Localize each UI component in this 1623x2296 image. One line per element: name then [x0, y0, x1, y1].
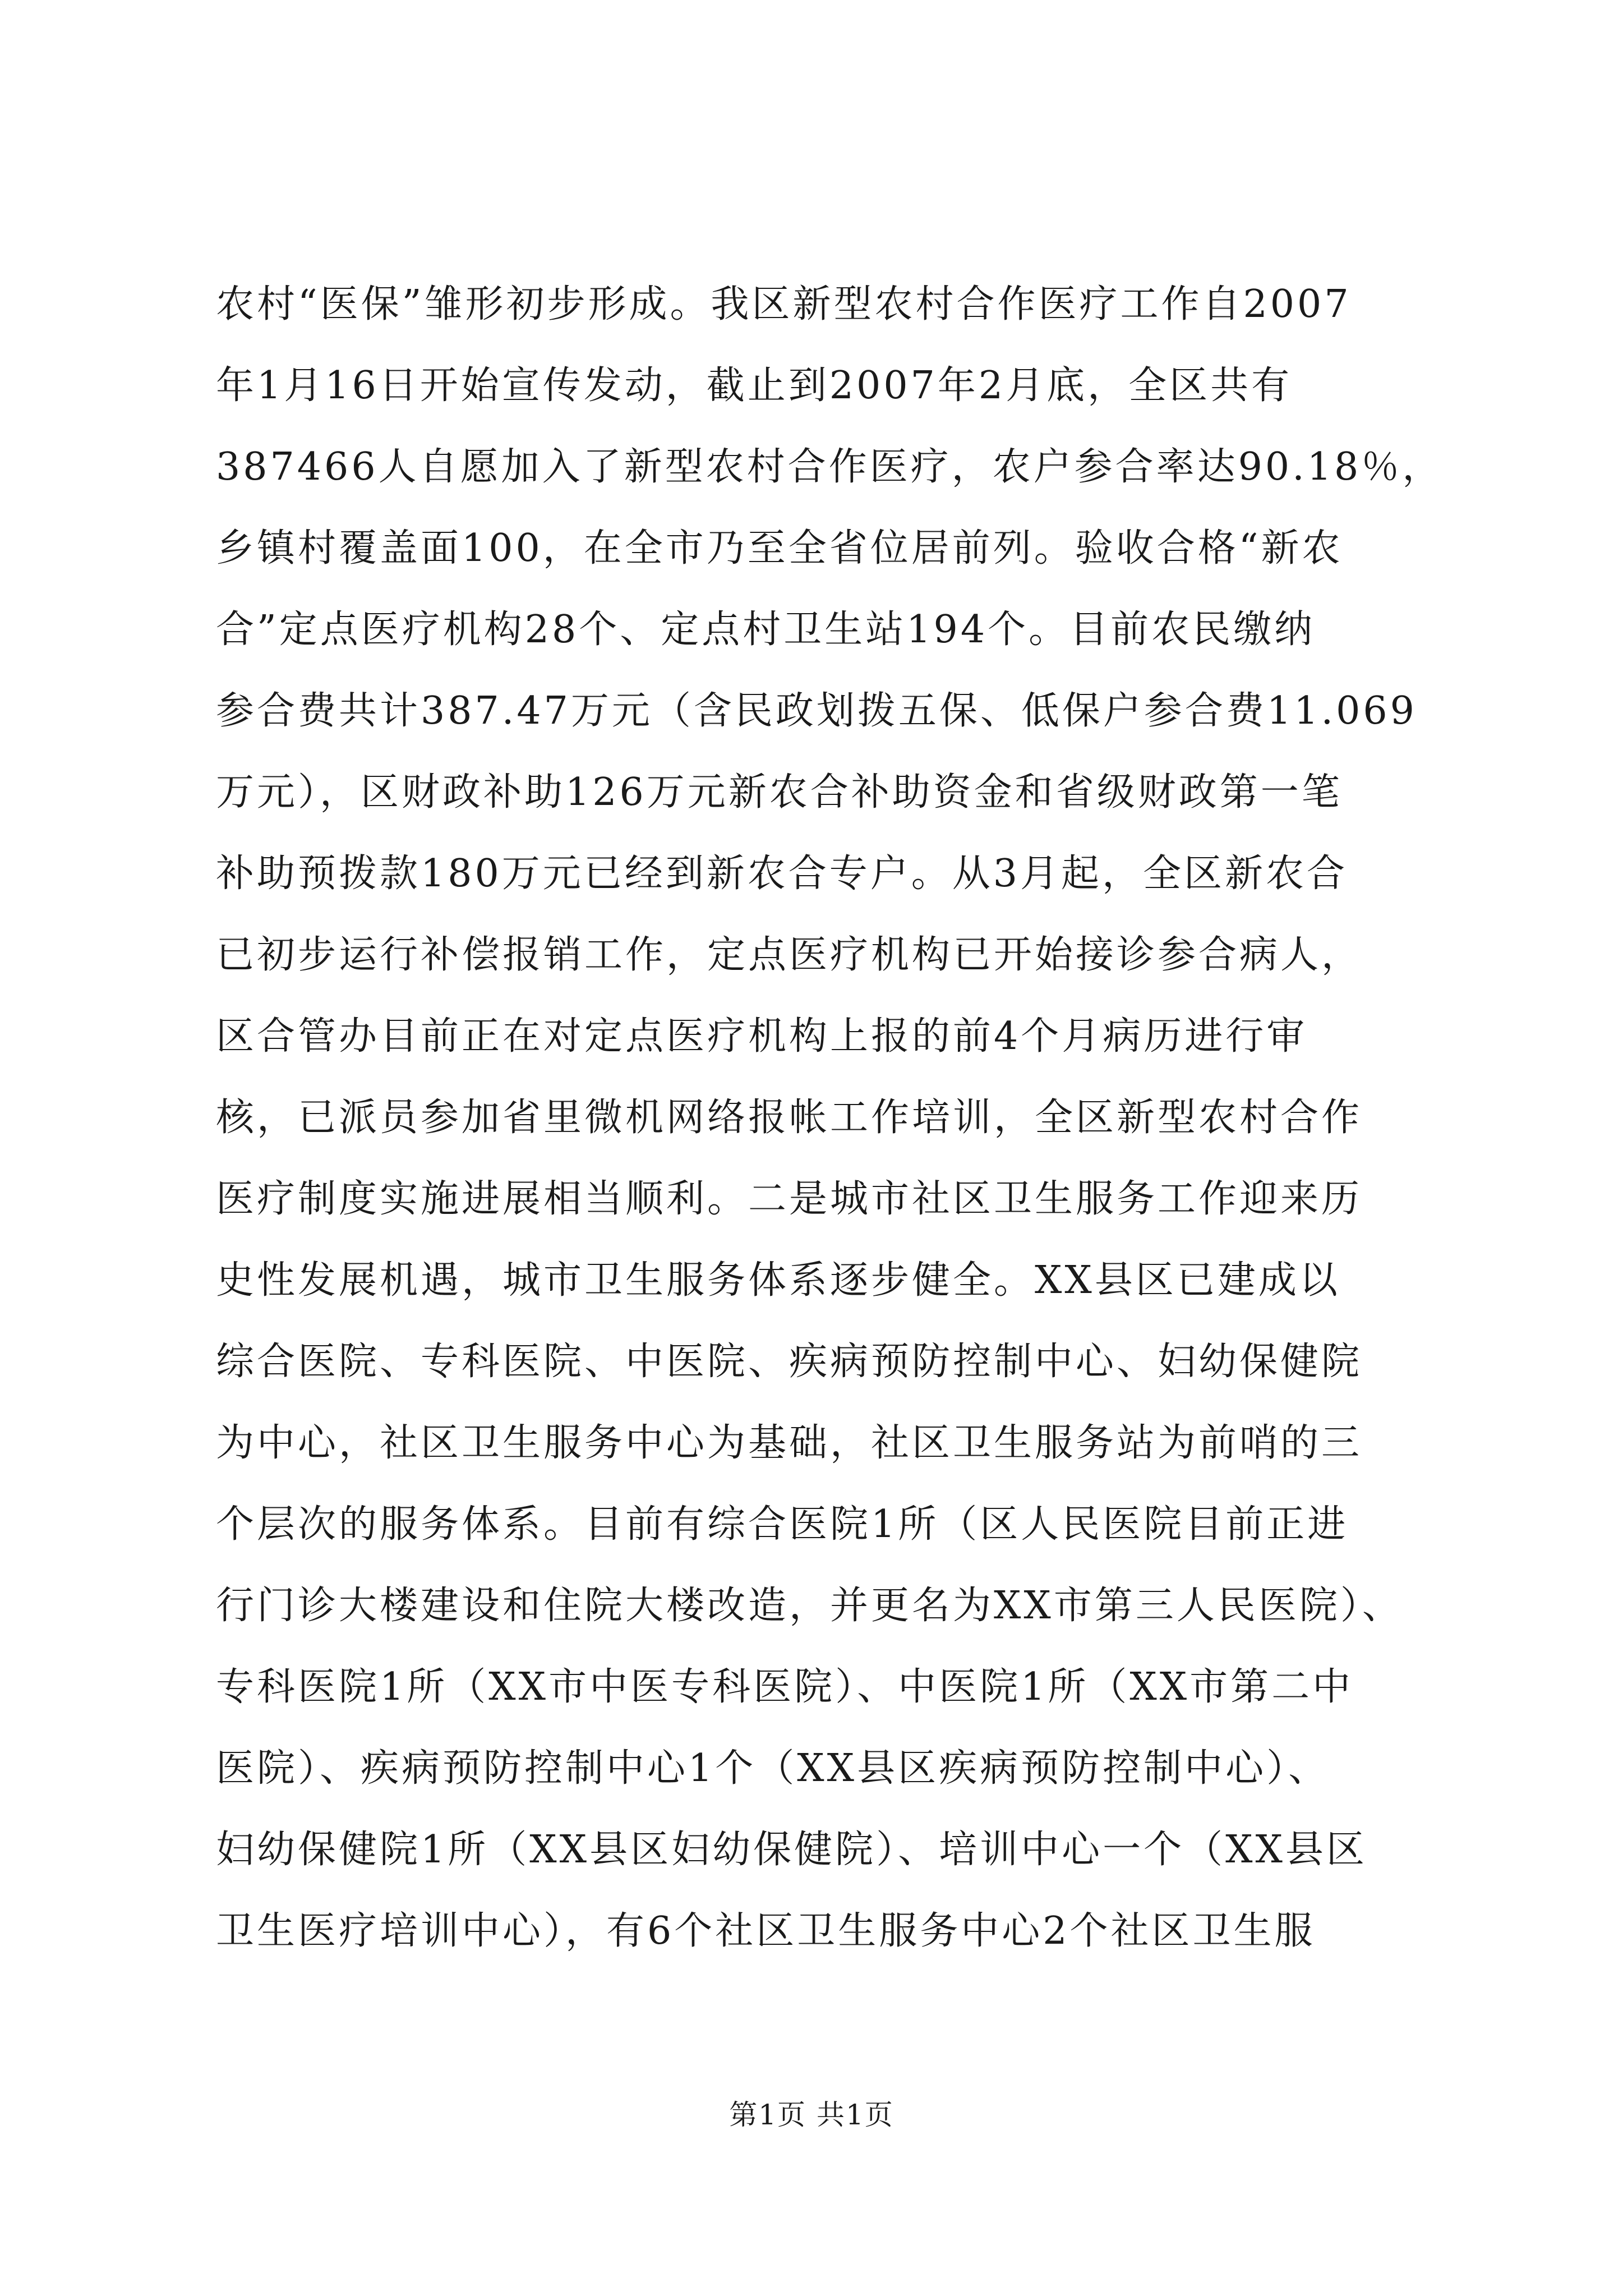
- text-line: 乡镇村覆盖面100，在全市乃至全省位居前列。验收合格“新农: [216, 526, 1343, 570]
- text-line: 农村“医保”雏形初步形成。我区新型农村合作医疗工作自2007: [216, 282, 1352, 326]
- text-line: 补助预拨款180万元已经到新农合专户。从3月起，全区新农合: [216, 852, 1348, 896]
- text-line: 医疗制度实施进展相当顺利。二是城市社区卫生服务工作迎来历: [216, 1177, 1363, 1221]
- text-line: 合”定点医疗机构28个、定点村卫生站194个。目前农民缴纳: [216, 608, 1316, 652]
- text-line: 年1月16日开始宣传发动，截止到2007年2月底，全区共有: [216, 364, 1293, 408]
- text-line: 为中心，社区卫生服务中心为基础，社区卫生服务站为前哨的三: [216, 1421, 1363, 1465]
- text-line: 妇幼保健院1所（XX县区妇幼保健院）、培训中心一个（XX县区: [216, 1828, 1367, 1872]
- text-line: 行门诊大楼建设和住院大楼改造，并更名为XX市第三人民医院）、: [216, 1584, 1403, 1628]
- text-line: 专科医院1所（XX市中医专科医院）、中医院1所（XX市第二中: [216, 1665, 1354, 1709]
- text-line: 个层次的服务体系。目前有综合医院1所（区人民医院目前正进: [216, 1502, 1349, 1547]
- text-line: 综合医院、专科医院、中医院、疾病预防控制中心、妇幼保健院: [216, 1340, 1363, 1384]
- text-line: 卫生医疗培训中心），有6个社区卫生服务中心2个社区卫生服: [216, 1909, 1316, 1953]
- text-line: 已初步运行补偿报销工作，定点医疗机构已开始接诊参合病人，: [216, 933, 1363, 977]
- text-line: 参合费共计387.47万元（含民政划拨五保、低保户参合费11.069: [216, 689, 1417, 733]
- text-line: 区合管办目前正在对定点医疗机构上报的前4个月病历进行审: [216, 1014, 1308, 1059]
- text-line: 万元），区财政补助126万元新农合补助资金和省级财政第一笔: [216, 770, 1343, 815]
- text-line: 医院）、疾病预防控制中心1个（XX县区疾病预防控制中心）、: [216, 1746, 1330, 1791]
- page-number-footer: 第1页 共1页: [729, 2099, 894, 2131]
- body-text: [216, 264, 1444, 1972]
- text-line: 387466人自愿加入了新型农村合作医疗，农户参合率达90.18％，: [216, 445, 1444, 489]
- text-line: 史性发展机遇，城市卫生服务体系逐步健全。XX县区已建成以: [216, 1258, 1340, 1303]
- text-line: 核，已派员参加省里微机网络报帐工作培训，全区新型农村合作: [216, 1096, 1363, 1140]
